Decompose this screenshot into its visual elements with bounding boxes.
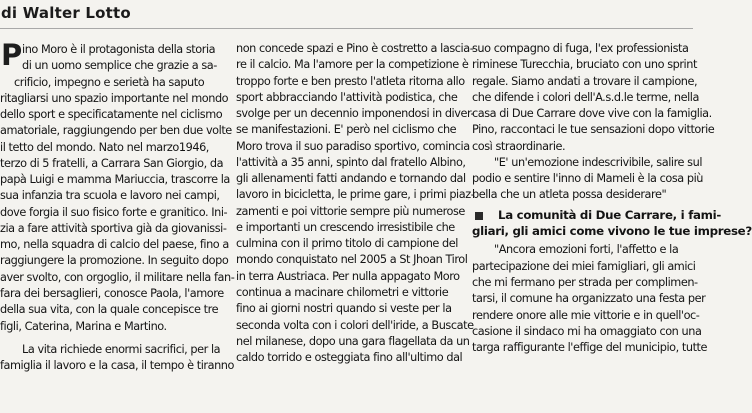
paragraph-line: aver svolto, con orgoglio, il militare nella fan-: [0, 270, 235, 284]
paragraph-line: e importanti un crescendo irresistibile che: [236, 220, 455, 234]
paragraph-line: zia a fare attività sportiva già da giovanissi-: [0, 221, 227, 235]
answer-line: tarsi, il comune ha organizzato una festa per: [472, 292, 706, 306]
paragraph-line: l'attività a 35 anni, spinto dal fratello Albino,: [236, 155, 466, 169]
paragraph-line: troppo forte e ben presto l'atleta ritorna allo: [236, 74, 465, 88]
paragraph-line: sua infanzia tra scuola e lavoro nei campi,: [0, 189, 220, 203]
quote-line: "E' un'emozione indescrivibile, salire sul: [494, 155, 703, 169]
paragraph-line: famiglia il lavoro e la casa, il tempo è tiranno: [0, 359, 234, 373]
paragraph-line: papà Luigi e mamma Mariuccia, trascorre la: [0, 173, 230, 187]
paragraph-line: lavoro in bicicletta, le prime gare, i primi piaz-: [236, 188, 475, 202]
author-byline: di Walter Lotto: [1, 4, 131, 22]
paragraph-line: regale. Siamo andati a trovare il campione,: [472, 74, 698, 88]
paragraph-line: crificio, impegno e serietà ha saputo: [14, 75, 205, 89]
article-column-3: [472, 41, 752, 356]
paragraph-line: La vita richiede enormi sacrifici, per la: [22, 342, 221, 356]
paragraph-line: riminese Turecchia, bruciato con uno sprint: [472, 58, 697, 72]
paragraph-line: ino Moro è il protagonista della storia: [22, 43, 216, 56]
answer-line: partecipazione dei miei famigliari, gli amici: [472, 259, 696, 273]
paragraph-line: Pino, raccontaci le tue sensazioni dopo vittorie: [472, 123, 715, 137]
answer-line: targa raffigurante l'effige del municipio, tutte: [472, 341, 708, 355]
answer-line: casione il sindaco mi ha omaggiato con una: [472, 324, 702, 338]
article-column-1: [0, 38, 235, 374]
interview-question: [472, 207, 752, 240]
article-column-2: [236, 41, 475, 366]
answer-line: che mi fermano per strada per complimen-: [472, 276, 698, 289]
paragraph-line: caldo torrido e osteggiata fino all'ultimo dal: [236, 351, 463, 365]
paragraph-line: di un uomo semplice che grazie a sa-: [22, 59, 217, 73]
paragraph-line: il tetto del mondo. Nato nel marzo1946,: [0, 140, 209, 154]
question-bullet-icon: [475, 212, 483, 220]
paragraph-line: gli allenamenti fatti andando e tornando dal: [236, 172, 466, 186]
question-line: La comunità di Due Carrare, i fami-: [498, 207, 722, 222]
paragraph-line: della sua vita, con la quale concepisce tre: [0, 303, 219, 317]
paragraph-line: Moro trova il suo paradiso sportivo, comincia: [236, 139, 470, 153]
paragraph-line: se manifestazioni. E' però nel ciclismo che: [236, 123, 457, 137]
paragraph-line: non concede spazi e Pino è costretto a lascia-: [236, 42, 474, 55]
paragraph-gap: [0, 335, 222, 342]
paragraph-line: re il calcio. Ma l'amore per la competizione è: [236, 58, 469, 72]
question-line: gliari, gli amici come vivono le tue imprese?: [472, 224, 752, 239]
paragraph-line: mondo conquistato nel 2005 a St Jhoan Tirol: [236, 253, 468, 267]
paragraph-line: amatoriale, raggiungendo per ben due volte: [0, 124, 232, 138]
quote-line: podio e sentire l'inno di Mameli è la cosa più: [472, 172, 704, 186]
paragraph-line: seconda volta con i colori dell'iride, a Buscate: [236, 318, 474, 332]
paragraph-line: nel milanese, dopo una gara flagellata da un: [236, 334, 470, 348]
paragraph-line: in terra Austriaca. Per nulla appagato Moro: [236, 269, 460, 283]
answer-line: "Ancora emozioni forti, l'affetto e la: [494, 243, 679, 257]
paragraph-line: fara dei bersaglieri, conosce Paola, l'amore: [0, 286, 224, 300]
paragraph-line: zamenti e poi vittorie sempre più numerose: [236, 204, 465, 218]
paragraph-line: culmina con il primo titolo di campione del: [236, 237, 458, 251]
paragraph-line: mo, nella squadra di calcio del paese, fino a: [0, 238, 229, 252]
paragraph-line: sport abbracciando l'attività podistica, che: [236, 90, 458, 104]
paragraph-line: terzo di 5 fratelli, a Carrara San Giorgio, da: [0, 156, 224, 170]
paragraph-line: ritagliarsi uno spazio importante nel mondo: [0, 91, 229, 105]
paragraph-line: fino ai giorni nostri quando si veste per la: [236, 302, 452, 316]
quote-line: bella che un atleta possa desiderare": [472, 188, 667, 202]
paragraph-line: casa di Due Carrare dove vive con la famiglia.: [472, 107, 712, 121]
paragraph-line: raggiungere la promozione. In seguito dopo: [0, 254, 229, 268]
paragraph-line: che difende i colori dell'A.s.d.le terme, nella: [472, 90, 699, 104]
paragraph-line: svolge per un decennio imponendosi in diver-: [236, 107, 475, 121]
paragraph-line: continua a macinare chilometri e vittorie: [236, 285, 449, 299]
paragraph-line: suo compagno di fuga, l'ex professionista: [472, 42, 689, 55]
byline-bar: [0, 0, 693, 29]
answer-line: rendere onore alle mie vittorie e in quell'oc-: [472, 308, 700, 322]
drop-cap: P: [1, 38, 22, 72]
paragraph-line: dello sport e specificatamente nel ciclismo: [0, 108, 223, 122]
paragraph-line: così straordinarie.: [472, 139, 566, 153]
paragraph-line: figli, Caterina, Marina e Martino.: [0, 319, 167, 333]
paragraph-line: dove forgia il suo fisico forte e granitico. Ini-: [0, 205, 228, 219]
